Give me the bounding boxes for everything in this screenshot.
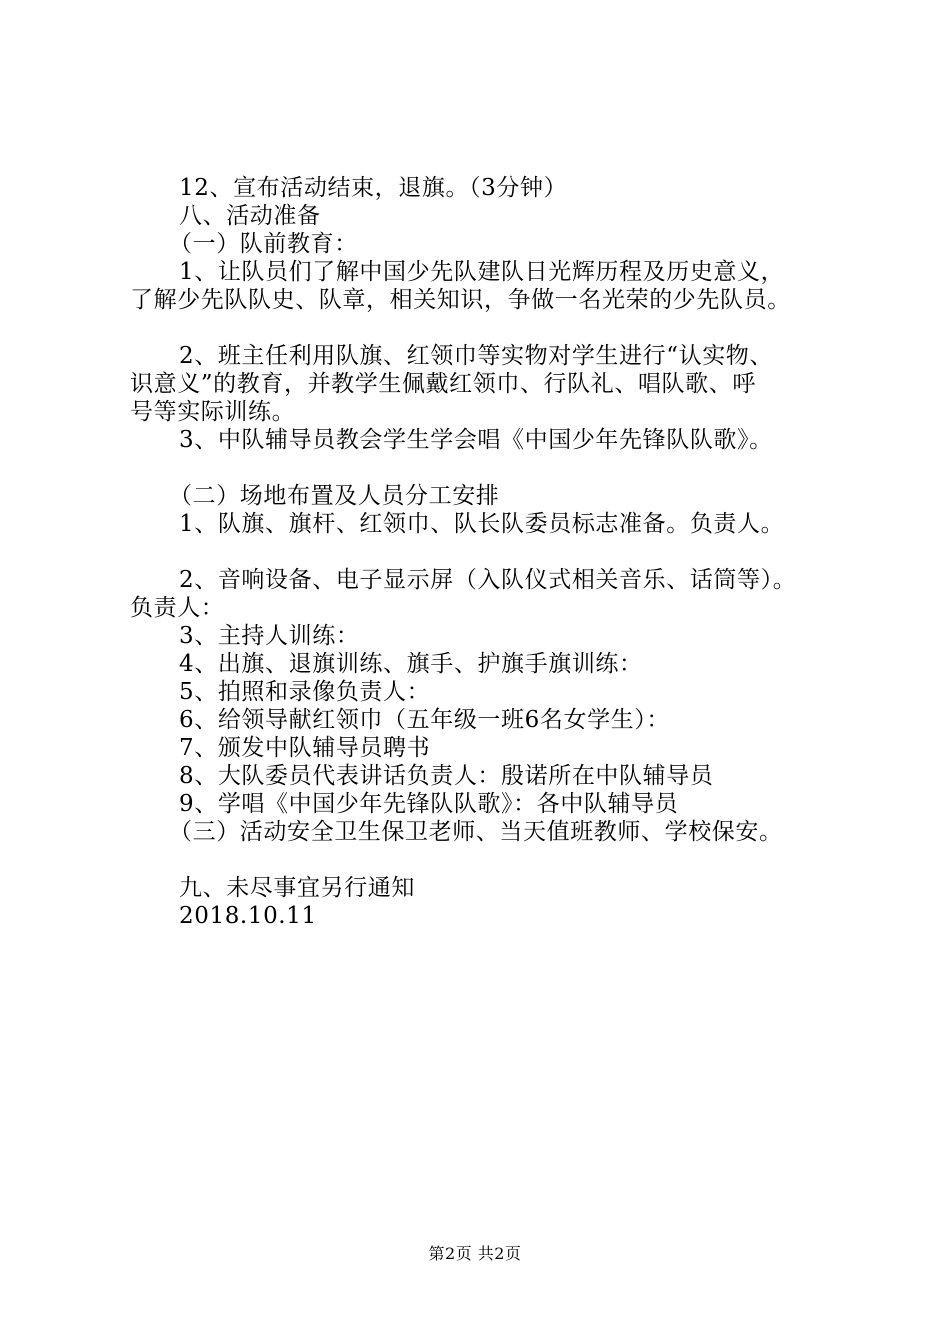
venue-item-9: 9、学唱《中国少年先锋队队歌》：各中队辅导员 <box>179 791 679 817</box>
blank-line <box>130 538 870 566</box>
venue-item-1: 1、队旗、旗杆、红领巾、队长队委员标志准备。负责人。 <box>179 511 785 537</box>
document-body <box>130 174 870 930</box>
venue-item-2-line-1: 2、音响设备、电子显示屏（入队仪式相关音乐、话筒等）。 <box>179 567 797 593</box>
subsection-3-safety: （三）活动安全卫生保卫老师、当天值班教师、学校保安。 <box>169 819 783 845</box>
venue-item-3: 3、主持人训练： <box>179 623 360 649</box>
item-12-end-activity: 12、宣布活动结束，退旗。（3分钟） <box>179 175 568 201</box>
subsection-2-heading: （二）场地布置及人员分工安排 <box>169 483 500 509</box>
blank-line <box>130 314 870 342</box>
prep-item-2-line-2: 识意义”的教育，并教学生佩戴红领巾、行队礼、唱队歌、呼 <box>130 371 756 397</box>
venue-item-5: 5、拍照和录像负责人： <box>179 679 431 705</box>
venue-item-7: 7、颁发中队辅导员聘书 <box>179 735 431 761</box>
prep-item-1-line-2: 了解少先队队史、队章，相关知识，争做一名光荣的少先队员。 <box>130 287 791 313</box>
venue-item-4: 4、出旗、退旗训练、旗手、护旗手旗训练： <box>179 651 643 677</box>
prep-item-3: 3、中队辅导员教会学生学会唱《中国少年先锋队队歌》。 <box>179 427 773 453</box>
subsection-1-heading: （一）队前教育： <box>169 231 358 257</box>
prep-item-1-line-1: 1、让队员们了解中国少先队建队日光辉历程及历史意义， <box>179 259 785 285</box>
prep-item-2-line-1: 2、班主任利用队旗、红领巾等实物对学生进行“认实物、 <box>179 343 773 369</box>
prep-item-2-line-3: 号等实际训练。 <box>130 399 296 425</box>
venue-item-2-line-2: 负责人： <box>130 595 225 621</box>
venue-item-6: 6、给领导献红领巾（五年级一班6名女学生）： <box>179 707 670 733</box>
page-number-footer: 第2页 共2页 <box>428 1244 522 1263</box>
section-8-heading: 八、活动准备 <box>179 203 321 229</box>
blank-line <box>130 454 870 482</box>
blank-line <box>130 846 870 874</box>
document-date: 2018.10.11 <box>179 903 317 929</box>
section-9-heading: 九、未尽事宜另行通知 <box>179 875 415 901</box>
venue-item-8: 8、大队委员代表讲话负责人：殷诺所在中队辅导员 <box>179 763 714 789</box>
